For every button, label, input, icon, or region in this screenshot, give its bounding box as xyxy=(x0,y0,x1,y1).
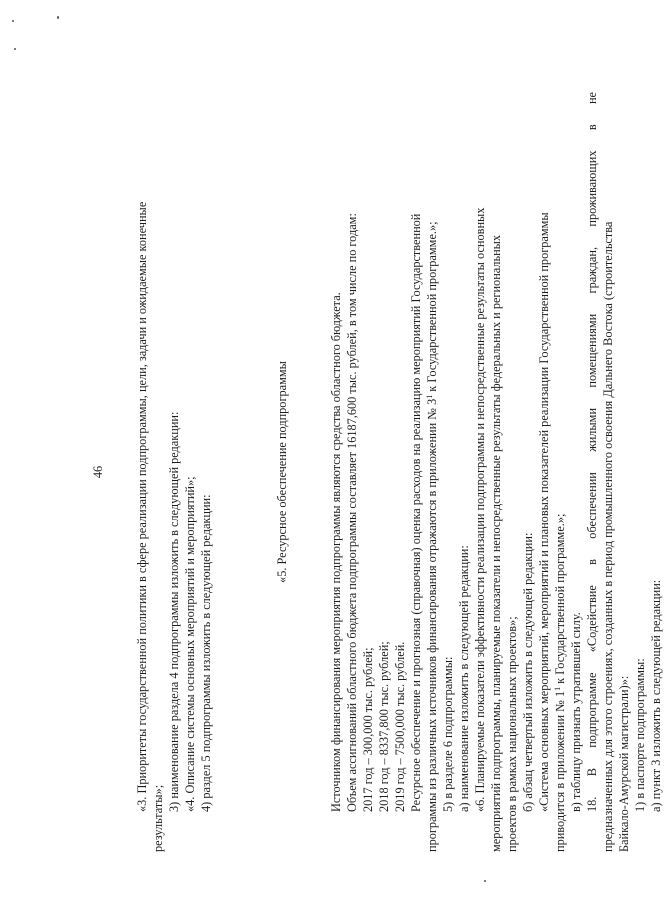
text-line: 2017 год – 300,000 тыс. рублей; xyxy=(361,647,375,812)
text-line: 2019 год – 7500,000 тыс. рублей. xyxy=(393,641,407,812)
section-5-heading: «5. Ресурсное обеспечение подпрограммы xyxy=(275,361,289,583)
text-fragment: приводится в приложении № 1 xyxy=(553,690,567,852)
text-fragment: программы из различных источников финансирования отражаются в приложении № 3 xyxy=(425,398,439,852)
text-line: в) таблицу признать утратившей силу. xyxy=(569,612,583,812)
text-line: 5) в разделе 6 подпрограммы: xyxy=(441,656,455,812)
text-line: 3) наименование раздела 4 подпрограммы изложить в следующей редакции: xyxy=(167,411,181,812)
text-line: проектов в рамках национальных проектов»; xyxy=(505,616,519,852)
scan-speck xyxy=(484,880,486,882)
rotated-text-body xyxy=(86,92,663,852)
text-line: Байкало-Амурской магистрали)»: xyxy=(617,675,631,852)
text-line: 2018 год – 8337,800 тыс. рублей; xyxy=(377,641,391,812)
text-line: 1) в паспорте подпрограммы: xyxy=(633,658,647,812)
main-block xyxy=(328,92,664,852)
scan-speck xyxy=(14,48,16,50)
text-line: результаты»; xyxy=(151,784,165,852)
appendix-tail: к Государственной программе.»; xyxy=(553,513,567,684)
text-line xyxy=(424,92,440,852)
text-line: Источником финансирования мероприятия подпрограммы являются средства областного бюджета. xyxy=(329,292,343,812)
text-line: б) абзац четвертый изложить в следующей редакции: xyxy=(521,532,535,812)
text-line: «3. Приоритеты государственной политики в сфере реализации подпрограммы, цели, задачи и ожидаемые конечные xyxy=(135,201,149,812)
text-line: а) наименование изложить в следующей редакции: xyxy=(457,545,471,812)
appendix-superscript: 1 xyxy=(425,394,434,399)
text-line: 18. В подпрограмме «Содействие в обеспечении жилыми помещениями граждан, проживающих в не xyxy=(585,92,599,812)
appendix-superscript: 1 xyxy=(553,686,562,691)
text-line: а) пункт 3 изложить в следующей редакции: xyxy=(649,579,663,812)
scan-speck xyxy=(12,20,14,22)
text-line: Ресурсное обеспечение и прогнозная (справочная) оценка расходов на реализацию мероприятий Государственной xyxy=(409,213,423,812)
section-heading xyxy=(274,92,290,852)
intro-block xyxy=(134,92,214,852)
text-line: «6. Планируемые показатели эффективности реализации подпрограммы и непосредственные результаты основных xyxy=(473,207,487,812)
text-line: «4. Описание системы основных мероприятий и мероприятий»; xyxy=(183,476,197,812)
text-line: мероприятий подпрограммы, планируемые показатели и непосредственные результаты федеральных и региональных xyxy=(489,234,503,852)
text-line: «Система основных мероприятий, мероприятий и плановых показателей реализации Государственной программы xyxy=(537,212,551,812)
page-number: 46 xyxy=(91,465,105,479)
appendix-tail: к Государственной программе.»; xyxy=(425,221,439,392)
text-line: Объем ассигнований областного бюджета подпрограммы составляет 16187,600 тыс. рублей, в том числе по годам: xyxy=(345,213,359,812)
text-line: 4) раздел 5 подпрограммы изложить в следующей редакции: xyxy=(199,494,213,812)
text-line: предназначенных для этого строениях, созданных в период промышленного освоения Дальнего Востока (строительства xyxy=(601,221,615,852)
scan-speck xyxy=(57,16,59,19)
text-line xyxy=(552,92,568,852)
